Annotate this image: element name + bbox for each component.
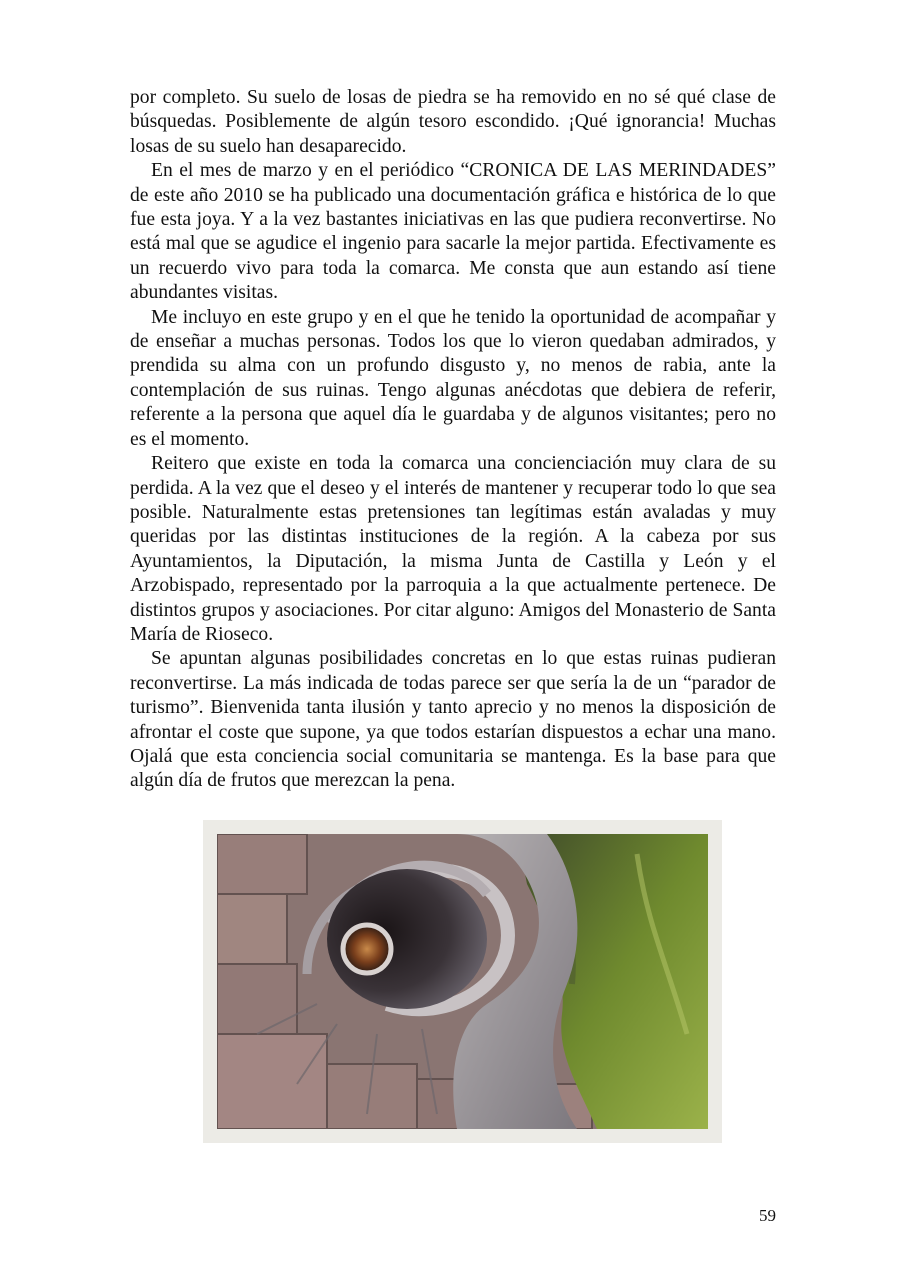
paragraph-3: Me incluyo en este grupo y en el que he tenido la oportunidad de acompañar y de enseñar a muchas personas. Todos los que lo vieron quedaban admirados, y prendida su alma con un profundo disgusto y, no menos de rabia, ante la contemplación de sus ruinas. Tengo algunas anécdotas que debiera de referir, referente a la persona que aquel día le guardaba y de algunos visitantes; pero no es el momento. bbox=[130, 306, 776, 450]
paragraph-5: Se apuntan algunas posibilidades concretas en lo que estas ruinas pudieran reconvertirse. La más indicada de todas parece ser que sería la de un “parador de turismo”. Bienvenida tanta ilusión y tanto aprecio y no menos la disposición de afrontar el coste que supone, ya que todos estarían dispuestos a echar una mano. Ojalá que esta conciencia social comunitaria se mantenga. Es la base para que algún día de frutos que merezcan la pena. bbox=[130, 648, 776, 792]
paragraph-4: Reitero que existe en toda la comarca una concienciación muy clara de su perdida. A la vez que el deseo y el interés de mantener y recuperar todo lo que sea posible. Naturalmente estas pretensiones tan legítimas están avaladas y muy queridas por las distintas instituciones de la región. A la cabeza por sus Ayuntamientos, la Diputación, la misma Junta de Castilla y León y el Arzobispado, representado por la parroquia a la que actualmente pertenece. De distintos grupos y asociaciones. Por citar alguno: Amigos del Monasterio de Santa María de Rioseco. bbox=[130, 453, 776, 645]
paragraph-2: En el mes de marzo y en el periódico “CRONICA DE LAS MERINDADES” de este año 2010 se ha publicado una documentación gráfica e histórica de lo que fue esta joya. Y a la vez bastantes iniciativas en las que pudiera reconvertirse. No está mal que se agudice el ingenio para sacarle la mejor partida. Efectivamente es un recuerdo vivo para toda la comarca. Me consta que aun estando así tiene abundantes visitas. bbox=[130, 160, 776, 304]
paragraph-1: por completo. Su suelo de losas de piedra se ha removido en no sé qué clase de búsquedas. Posiblemente de algún tesoro escondido. ¡Qué ignorancia! Muchas losas de su suelo han desaparecido. bbox=[130, 87, 776, 157]
body-text bbox=[130, 86, 776, 794]
spiral-staircase-photo bbox=[203, 820, 722, 1143]
spiral-staircase-illustration bbox=[217, 834, 708, 1129]
page-number: 59 bbox=[759, 1206, 776, 1225]
